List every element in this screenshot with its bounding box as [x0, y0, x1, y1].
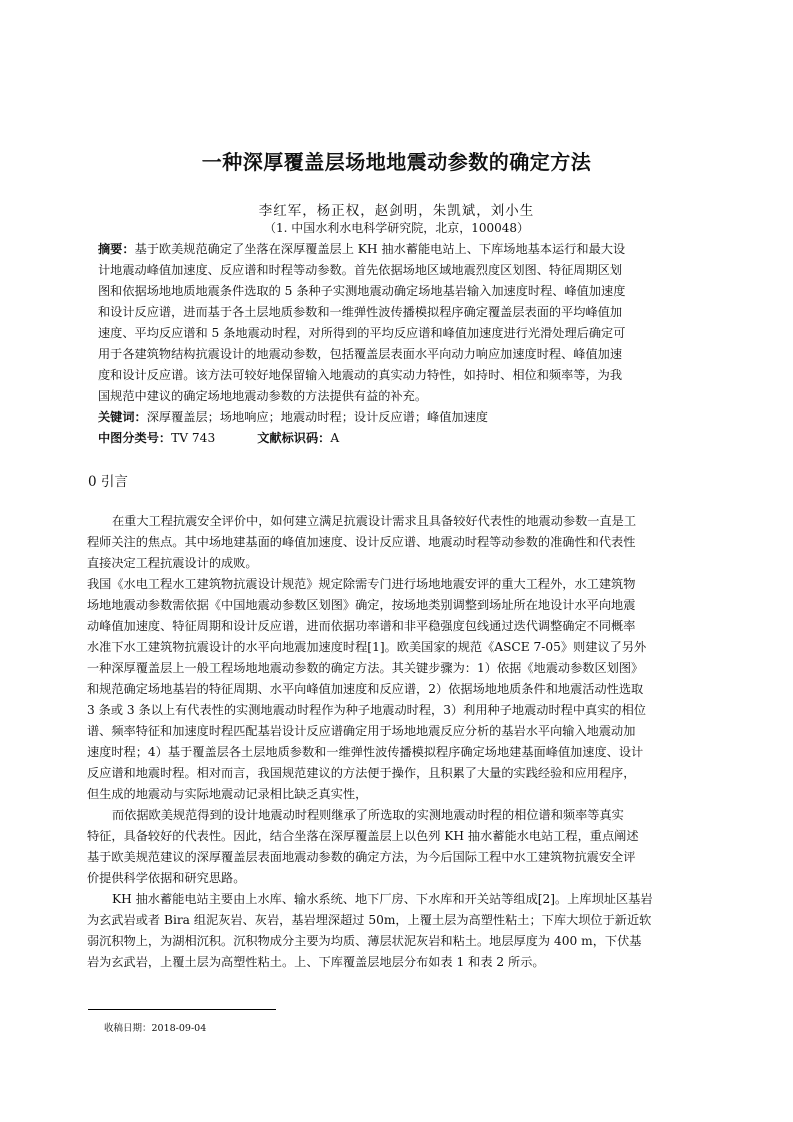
- body-line: 基于欧美规范建议的深厚覆盖层表面地震动参数的确定方法，为今后国际工程中水工建筑物抗震安全评: [87, 850, 636, 864]
- body-line: 3 条或 3 条以上有代表性的实测地震动时程作为种子地震动时程，3）利用种子地震动时程中真实的相位: [87, 703, 646, 717]
- abstract-line: 计地震动峰值加速度、反应谱和时程等动参数。首先依据场地区域地震烈度区划图、特征周期区划: [98, 263, 623, 277]
- abstract-text: 基于欧美规范确定了坐落在深厚覆盖层上 KH 抽水蓄能电站上、下库场地基本运行和最大设: [134, 242, 626, 256]
- body-line: 岩为玄武岩，上覆土层为高塑性粘土。上、下库覆盖层地层分布如表 1 和表 2 所示。: [87, 955, 545, 969]
- body-line: 反应谱和地震时程。相对而言，我国规范建议的方法便于操作，且积累了大量的实践经验和应用程序，: [87, 766, 636, 780]
- clc-label: 中图分类号：: [98, 431, 172, 445]
- abstract-line: [98, 240, 710, 258]
- doc-code-label: 文献标识码：: [257, 431, 331, 445]
- body-line: KH 抽水蓄能电站主要由上水库、输水系统、地下厂房、下水库和开关站等组成[2]。上库坝址区基岩: [112, 892, 653, 906]
- body-line: 场地地震动参数需依据《中国地震动参数区划图》确定，按场地类别调整到场址所在地设计水平向地震: [87, 598, 636, 612]
- received-date-footnote: 收稿日期：2018-09-04: [104, 1023, 207, 1034]
- author-list: 李红军，杨正权，赵剑明，朱凯斌，刘小生: [258, 203, 535, 219]
- doc-code-value: A: [330, 431, 340, 445]
- classification: [98, 429, 710, 447]
- clc-value: TV 743: [171, 431, 216, 445]
- section-heading: 0 引言: [88, 474, 128, 490]
- body-line: 动峰值加速度、特征周期和设计反应谱，进而依据功率谱和非平稳强度包线通过迭代调整确定不同概率: [87, 619, 636, 633]
- body-line: 和规范确定场地基岩的特征周期、水平向峰值加速度和反应谱，2）依据场地地质条件和地震活动性选取: [87, 682, 644, 696]
- abstract-line: 度和设计反应谱。该方法可较好地保留输入地震动的真实动力特性，如持时、相位和频率等，为我: [98, 368, 623, 382]
- abstract-label: 摘要：: [98, 242, 135, 256]
- body-line: 价提供科学依据和研究思路。: [87, 871, 246, 885]
- body-line: 我国《水电工程水工建筑物抗震设计规范》规定除需专门进行场地地震安评的重大工程外，水工建筑物: [87, 577, 636, 591]
- body-line: 水准下水工建筑物抗震设计的水平向地震加速度时程[1]。欧美国家的规范《ASCE 7-05》则建议了另外: [87, 640, 647, 654]
- abstract-line: 图和依据场地地质地震条件选取的 5 条种子实测地震动确定场地基岩输入加速度时程、峰值加速度: [98, 284, 626, 298]
- keywords-value: 深厚覆盖层；场地响应；地震动时程；设计反应谱；峰值加速度: [146, 410, 488, 424]
- body-line: 速度时程；4）基于覆盖层各土层地质参数和一维弹性波传播模拟程序确定场地建基面峰值加速度、设计: [87, 745, 644, 759]
- body-line: 为玄武岩或者 Bira 组泥灰岩、灰岩，基岩埋深超过 50m，上覆土层为高塑性粘土；下库大坝位于新近软: [87, 913, 652, 927]
- affiliation: （1. 中国水利水电科学研究院，北京，100048）: [263, 221, 530, 235]
- keywords: [98, 408, 710, 426]
- body-line: 谱、频率特征和加速度时程匹配基岩设计反应谱确定用于场地地震反应分析的基岩水平向输入地震动加: [87, 724, 636, 738]
- body-line: 在重大工程抗震安全评价中，如何建立满足抗震设计需求且具备较好代表性的地震动参数一直是工: [112, 514, 637, 528]
- body-line: 一种深厚覆盖层上一般工程场地地震动参数的确定方法。其关键步骤为：1）依据《地震动参数区划图》: [87, 661, 644, 675]
- body-line: 程师关注的焦点。其中场地建基面的峰值加速度、设计反应谱、地震动时程等动参数的准确性和代表性: [87, 535, 636, 549]
- footnote-divider: [88, 1009, 276, 1010]
- abstract-line: 和设计反应谱，进而基于各土层地质参数和一维弹性波传播模拟程序确定覆盖层表面的平均峰值加: [98, 305, 623, 319]
- abstract-line: 用于各建筑物结构抗震设计的地震动参数，包括覆盖层表面水平向动力响应加速度时程、峰值加速: [98, 347, 623, 361]
- body-line: 直接决定工程抗震设计的成败。: [87, 556, 258, 570]
- keywords-label: 关键词：: [98, 410, 147, 424]
- body-line: 特征，具备较好的代表性。因此，结合坐落在深厚覆盖层上以色列 KH 抽水蓄能水电站工程，重点阐述: [87, 829, 639, 843]
- abstract-line: 国规范中建议的确定场地地震动参数的方法提供有益的补充。: [98, 389, 428, 403]
- paper-title: 一种深厚覆盖层场地地震动参数的确定方法: [201, 150, 592, 174]
- body-line: 但生成的地震动与实际地震动记录相比缺乏真实性，: [87, 787, 368, 801]
- body-line: 弱沉积物上，为湖相沉积。沉积物成分主要为均质、薄层状泥灰岩和粘土。地层厚度为 400 m，下伏基: [87, 934, 642, 948]
- body-line: 而依据欧美规范得到的设计地震动时程则继承了所选取的实测地震动时程的相位谱和频率等真实: [112, 808, 624, 822]
- abstract-line: 速度、平均反应谱和 5 条地震动时程，对所得到的平均反应谱和峰值加速度进行光滑处理后确定可: [98, 326, 626, 340]
